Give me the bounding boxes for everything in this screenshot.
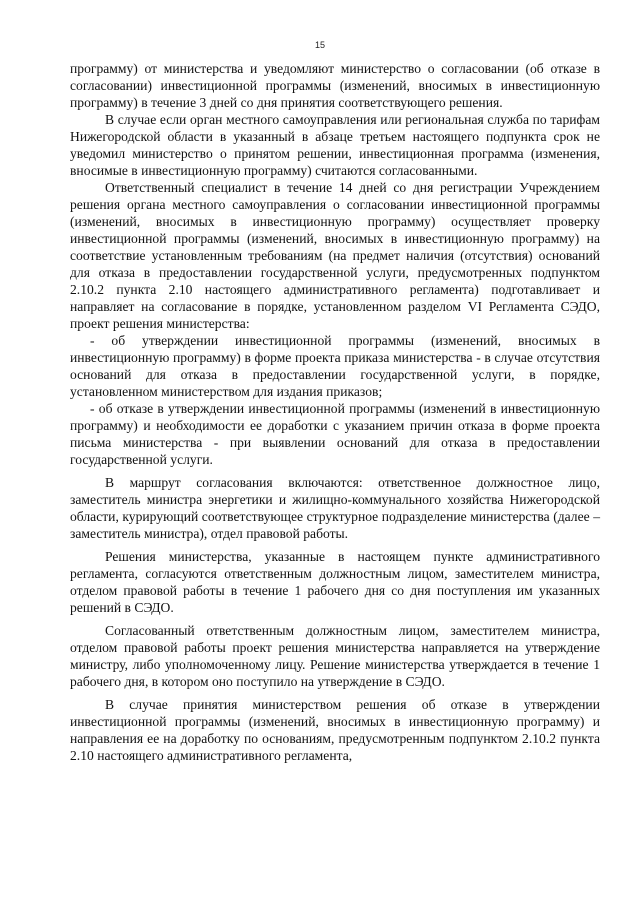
- list-item-approval: - об утверждении инвестиционной программы (изменений, вносимых в инвестиционную программу) в форме проекта приказа министерства - в случае отсутствия оснований для отказа в предоставлении государственной услуги, в порядке, установленном министерством для издания приказов;: [70, 333, 600, 399]
- paragraph-sent-to-minister: Согласованный ответственным должностным лицом, заместителем министра, отделом правовой работы проект решения министерства направляется на утверждение министру, либо уполномоченному лицу. Решение министерства утверждается в течение 1 рабочего дня, в котором оно поступило на утверждение в СЭДО.: [70, 623, 600, 689]
- paragraph-specialist-check: Ответственный специалист в течение 14 дней со дня регистрации Учреждением решения органа местного самоуправления о согласовании инвестиционной программы (изменений, вносимых в инвестиционную программу) осуществляет проверку инвестиционной программы (изменений, вносимых в инвестиционную программу) на соответствие установленным требованиям (на предмет наличия (отсутствия) оснований для отказа в предоставлении государственной услуги, предусмотренных подпунктом 2.10.2 пункта 2.10 настоящего административного регламента) подготавливает и направляет на согласование в порядке, установленном разделом VI Регламента СЭДО, проект решения министерства:: [70, 180, 600, 331]
- page-number: 15: [314, 40, 325, 50]
- paragraph-approval-route: В маршрут согласования включаются: ответственное должностное лицо, заместитель министра энергетики и жилищно-коммунального хозяйства Нижегородской области, курирующий соответствующее структурное подразделение министерства (далее – заместитель министра), отдел правовой работы.: [70, 475, 600, 541]
- list-item-refusal: - об отказе в утверждении инвестиционной программы (изменений в инвестиционную программу) и необходимости ее доработки с указанием причин отказа в форме проекта письма министерства - при выявлении оснований для отказа в предоставлении государственной услуги.: [70, 401, 600, 467]
- paragraph-refusal-case: В случае принятия министерством решения об отказе в утверждении инвестиционной программы (изменений, вносимых в инвестиционную программу) и направления ее на доработку по основаниям, предусмотренным подпунктом 2.10.2 пункта 2.10 настоящего административного регламента,: [70, 697, 600, 763]
- paragraph-no-notice: В случае если орган местного самоуправления или региональная служба по тарифам Нижегородской области в указанный в абзаце третьем настоящего подпункта срок не уведомил министерство о принятом решении, инвестиционная программа (изменения, вносимые в инвестиционную программу) считаются согласованными.: [70, 112, 600, 178]
- paragraph-decisions-agreed: Решения министерства, указанные в настоящем пункте административного регламента, согласуются ответственным должностным лицом, заместителем министра, отделом правовой работы в течение 1 рабочего дня со дня поступления им указанных решений в СЭДО.: [70, 549, 600, 615]
- paragraph-continuation: программу) от министерства и уведомляют министерство о согласовании (об отказе в согласовании) инвестиционной программы (изменений, вносимых в инвестиционную программу) в течение 3 дней со дня принятия соответствующего решения.: [70, 61, 600, 110]
- document-body: [70, 60, 600, 764]
